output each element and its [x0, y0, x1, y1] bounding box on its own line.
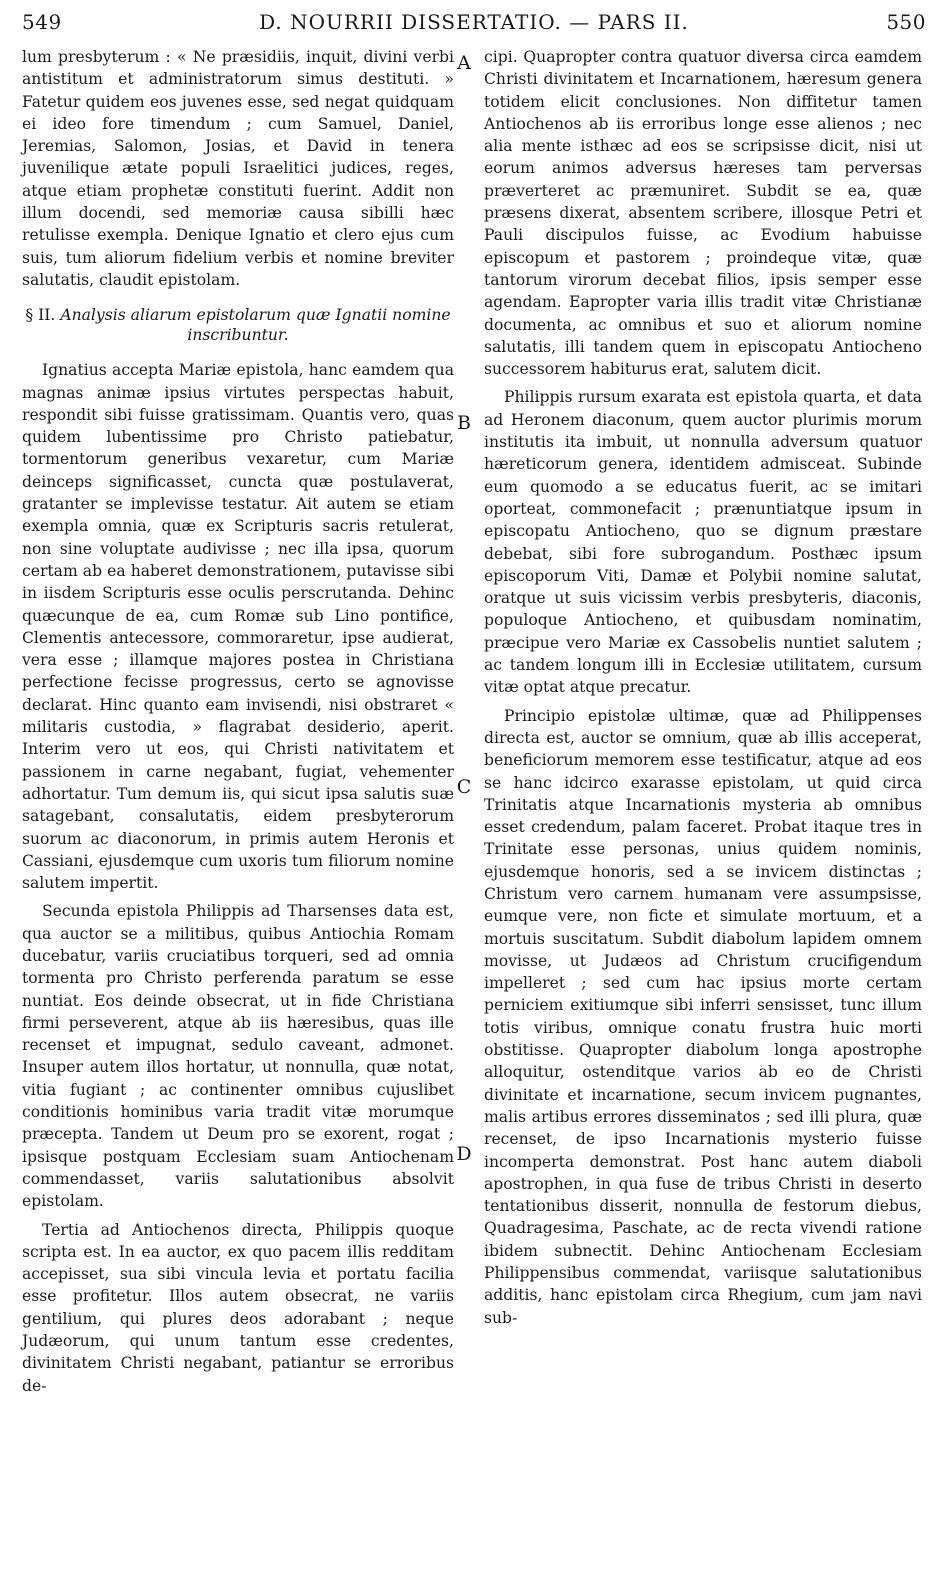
- running-title: D. NOURRII DISSERTATIO. — PARS II.: [259, 10, 689, 34]
- paragraph: Ignatius accepta Mariæ epistola, hanc eamdem qua magnas animæ ipsius virtutes perspectas habuit, respondit sibi fuisse gratissimam. Quantis vero, quas quidem lubentissime pro Christo patiebatur, tormentorum generibus vexaretur, cum Mariæ deinceps significasset, cuncta quæ postulaverat, gratanter se implevisse testatur. Ait autem se etiam exempla omnia, quæ ex Scripturis sacris retulerat, non sine voluptate audivisse ; nec illa ipsa, quorum certam ab ea haberet demonstrationem, putavisse sibi in iisdem Scripturis esse oculis perscrutanda. Dehinc quæcunque de ea, cum Romæ sub Lino pontifice, Clementis antecessore, commoraretur, ipse audierat, vera esse ; illamque majores postea in Christiana perfectione fecisse progressus, certo se agnovisse declarat. Hinc quanto eam invisendi, nisi obstraret « militaris custodia, » flagrabat desiderio, aperit. Interim vero ut eos, qui Christi nativitatem et passionem in carne negabant, fugiat, vehementer adhortatur. Tum demum iis, qui sicut ipsa salutis suæ satagebant, consalutatis, eidem presbyterorum suorum ac diaconorum, in primis autem Heronis et Cassiani, ejusdemque cum uxoris tum filiorum nomine salutem impertit.: [22, 361, 454, 893]
- paragraph: Principio epistolæ ultimæ, quæ ad Philippenses directa est, auctor se omnium, quæ ab illis acceperat, beneficiorum memorem esse testificatur, atque ad eos se hanc idcirco exarasse epistolam, ut quid circa Trinitatis atque Incarnationis mysteria ab omnibus esset credendum, palam faceret. Probat itaque tres in Trinitate esse personas, unius quidem nominis, ejusdemque honoris, sed a se invicem distinctas ; Christum vero carnem humanam vere assumpsisse, eumque vere, non ficte et simulate mortuum, et a mortuis suscitatum. Subdit diabolum lapidem omnem movisse, ut Judæos ad Christum crucifigendum impelleret ; sed cum hac ipsius morte certam perniciem exitiumque sibi inferri sensisset, tunc illum totis viribus, omnique conatu frustra huic morti obstitisse. Quapropter diabolum longa apostrophe alloquitur, ostenditque varios ab eo de Christi divinitate et incarnatione, secum invicem pugnantes, malis artibus errores disseminatos ; sed illi plura, quæ recenset, de ipso Incarnationis mysterio fuisse incomperta demonstrat. Post hanc autem diaboli apostrophen, in qua fuse de tribus Christi in deserto tentationibus disserit, nonnulla de festorum diebus, Quadragesima, Paschate, ac de recta vivendi ratione ibidem subnectit. Dehinc Antiochenam Ecclesiam Philippensibus commendat, variisque salutationibus additis, hanc epistolam circa Rhegium, cum jam navi sub-: [484, 706, 922, 1327]
- margin-marker-b: B: [457, 412, 471, 434]
- section-heading: [22, 305, 454, 345]
- margin-marker-c: C: [456, 776, 472, 798]
- paragraph: cipi. Quapropter contra quatuor diversa circa eamdem Christi divinitatem et Incarnationem, hæresum genera totidem elicit conclusiones. Non diffitetur tamen Antiochenos ab iis erroribus longe esse alienos ; nec alia mente isthæc ad eos se scripsisse dicit, nisi ut eorum animos adversus hæreses tam perversas præverteret ac præmuniret. Subdit se ea, quæ præsens dixerat, absentem scribere, illosque Petri et Pauli discipulos fuisse, ac Evodium habuisse episcopum et pastorem ; proindeque vitæ, quæ tantorum virorum decebat filios, ipsis semper esse agendam. Eapropter varia illis tradit vitæ Christianæ documenta, ac omnibus et suo et aliorum nomine salutatis, illi tandem quem in episcopatu Antiocheno successorem habiturus erat, salutem dicit.: [484, 48, 922, 379]
- right-column: [484, 46, 922, 1329]
- margin-marker-a: A: [457, 52, 471, 74]
- page-number-right: 550: [886, 10, 926, 34]
- paragraph: Philippis rursum exarata est epistola quarta, et data ad Heronem diaconum, quem auctor plurimis morum institutis ita imbuit, ut nonnulla adversum quatuor hæreticorum genera, identidem admisceat. Subinde eum quomodo a se educatus fuerit, ac se imitari oporteat, commonefacit ; prænuntiatque ipsum in episcopatu Antiocheno, quo se dignum præstare debebat, sibi fore subrogandum. Posthæc ipsum episcoporum Viti, Damæ et Polybii nomine salutat, oratque ut suis vicissim verbis presbyteris, diaconis, populoque Antiocheno, et quibusdam nominatim, præcipue vero Mariæ ex Cassobelis nuntiet salutem ; ac tandem longum illi in Ecclesiæ utilitatem, cursum vitæ optat atque precatur.: [484, 388, 922, 697]
- paragraph: Tertia ad Antiochenos directa, Philippis quoque scripta est. In ea auctor, ex quo pacem illis redditam accepisset, sua sibi vincula levia et portatu facilia esse profitetur. Illos autem obsecrat, ne variis gentilium, qui plures deos adorabant ; neque Judæorum, qui unum tantum esse credentes, divinitatem Christi negabant, patiantur se erroribus de-: [22, 1220, 454, 1395]
- page-number-left: 549: [22, 10, 62, 34]
- section-title: Analysis aliarum epistolarum quæ Ignatii nomine inscribuntur.: [60, 306, 451, 345]
- section-number: § II.: [25, 306, 56, 325]
- paragraph: lum presbyterum : « Ne præsidiis, inquit, divini verbi antistitum et administratorum simus destituti. » Fatetur quidem eos juvenes esse, sed negat quidquam ei ideo fore timendum ; cum Samuel, Daniel, Jeremias, Salomon, Josias, et David in tenera juvenilique ætate populi Israelitici judices, reges, atque etiam prophetæ constituti fuerint. Addit non illum docendi, sed memoriæ causa sibilli hæc retulisse exempla. Denique Ignatio et clero ejus cum suis, tum aliorum fidelium verbis et nomine breviter salutatis, claudit epistolam.: [22, 48, 454, 289]
- margin-marker-d: D: [456, 1143, 472, 1165]
- running-header: [22, 6, 926, 38]
- left-column: [22, 46, 454, 1397]
- paragraph: Secunda epistola Philippis ad Tharsenses data est, qua auctor se a militibus, quibus Antiochia Romam ducebatur, variis cruciatibus torqueri, sed ad omnia tormenta pro Christo perferenda paratum se esse nuntiat. Eos deinde obsecrat, ut in fide Christiana firmi perseverent, atque ab iis hæresibus, quas ille recenset et impugnat, sedulo caveant, admonet. Insuper autem illos hortatur, ut nonnulla, quæ notat, vitia fugiant ; ac continenter omnibus cujuslibet conditionis hominibus varia tradit vitæ morumque præcepta. Tandem ut Deum pro se exorent, rogat ; ipsisque postquam Ecclesiam suam Antiochenam commendasset, variis salutationibus absolvit epistolam.: [22, 902, 454, 1211]
